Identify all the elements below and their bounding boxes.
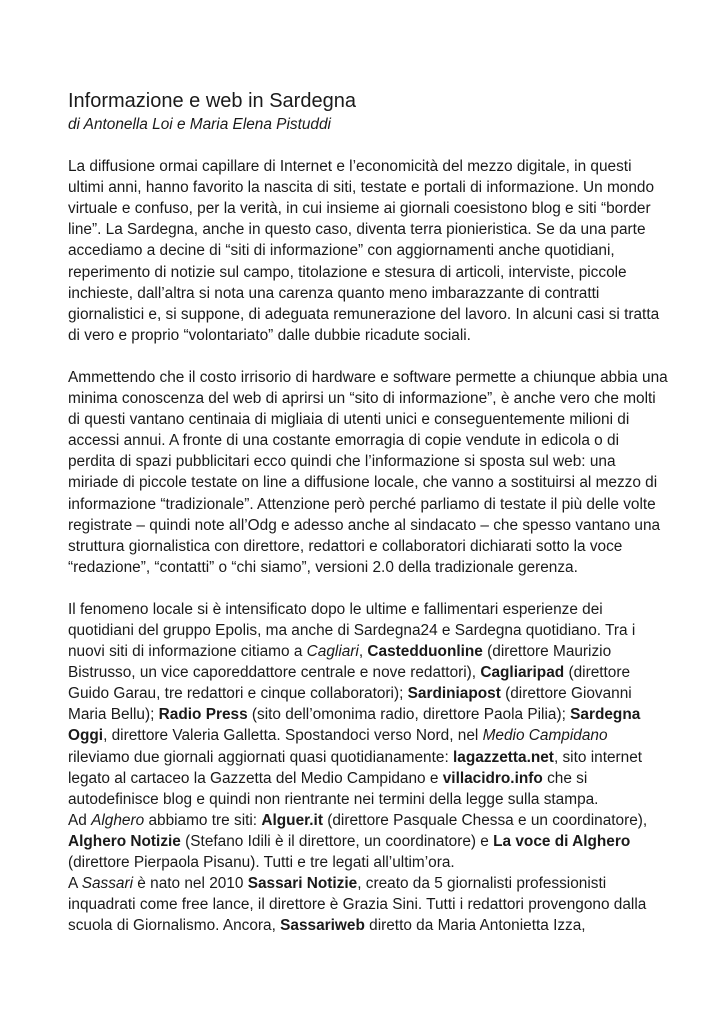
site-sardiniapost: Sardiniapost: [407, 685, 501, 703]
text-span: è nato nel 2010: [133, 875, 248, 893]
text-span: (Stefano Idili è il direttore, un coordinatore) e: [180, 832, 494, 850]
text-span: Ad: [68, 811, 92, 829]
paragraph-sassari: [68, 873, 668, 936]
site-sassariweb: Sassariweb: [280, 917, 365, 935]
site-villacidro: villacidro.info: [442, 769, 543, 787]
text-span: abbiamo tre siti:: [144, 811, 262, 829]
text-span: , direttore Valeria Galletta. Spostandoci verso Nord, nel: [103, 727, 483, 745]
paragraph-local-sites: [68, 599, 668, 810]
site-lagazzetta: lagazzetta.net: [453, 748, 554, 766]
place-cagliari: Cagliari: [306, 643, 359, 661]
paragraph-web-sites: Ammettendo che il costo irrisorio di hardware e software permette a chiunque abbia una minima conoscenza del web di aprirsi un “sito di informazione”, è anche vero che molti di questi vantano centinaia di migliaia di utenti unici e conseguentemente milioni di accessi annui. A fronte di una costante emorragia di copie vendute in edicola o di perdita di spazi pubblicitari ecco quindi che l’informazione si sposta sul web: una miriade di piccole testate on line a diffusione locale, che vanno a sostituirsi al mezzo di informazione “tradizionale”. Attenzione però perché parliamo di testate il più delle volte registrate – quindi note all’Odg e adesso anche al sindacato – che spesso vantano una struttura giornalistica con direttore, redattori e collaboratori dichiarati sotto la voce “redazione”, “contatti” o “chi siamo”, versioni 2.0 della tradizionale gerenza.: [68, 368, 668, 576]
document-title: Informazione e web in Sardegna: [68, 90, 356, 112]
text-span: , sito internet legato al cartaceo la Gazzetta del Medio Campidano e: [68, 748, 643, 787]
paragraph-intro: La diffusione ormai capillare di Internet e l’economicità del mezzo digitale, in questi ultimi anni, hanno favorito la nascita di siti, testate e portali di informazione. Un mondo virtuale e confuso, per la verità, in cui insieme ai giornali coesistono blog e siti “border line”. La Sardegna, anche in questo caso, diventa terra pionieristica. Se da una parte accediamo a decine di “siti di informazione” con aggiornamenti anche quotidiani, reperimento di notizie sul campo, titolazione e stesura di articoli, interviste, piccole inchieste, dall’altra si nota una carenza quanto meno imbarazzante di contratti giornalistici e, si suppone, di adeguata remunerazione del lavoro. In alcuni casi si tratta di vero e proprio “volontariato” dalle dubbie ricadute sociali.: [68, 158, 660, 344]
text-span: (sito dell’omonima radio, direttore Paola Pilia);: [247, 706, 571, 724]
text-span: (direttore Guido Garau, tre redattori e cinque collaboratori);: [68, 664, 631, 703]
site-alghero-notizie: Alghero Notizie: [68, 832, 181, 850]
text-span: (direttore Maurizio Bistrusso, un vice caporeddattore centrale e nove redattori),: [68, 643, 612, 682]
text-span: che si autodefinisce blog e quindi non rientrante nei termini della legge sulla stampa.: [68, 769, 599, 808]
site-cagliaripad: Cagliaripad: [480, 664, 565, 682]
paragraph-alghero: [68, 810, 668, 873]
text-span: Il fenomeno locale si è intensificato dopo le ultime e fallimentari esperienze dei quotidiani del gruppo Epolis, ma anche di Sardegna24 e Sardegna quotidiano. Tra i nuovi siti di informazione citiamo a: [68, 600, 636, 661]
text-span: (direttore Pasquale Chessa e un coordinatore),: [322, 811, 648, 829]
site-radio-press: Radio Press: [158, 706, 248, 724]
site-sardegna-oggi: Sardegna Oggi: [68, 706, 641, 745]
site-sassari-notizie: Sassari Notizie: [247, 875, 358, 893]
document-page: [68, 88, 668, 936]
site-castedduonline: Castedduonline: [367, 643, 483, 661]
text-span: (direttore Pierpaola Pisanu). Tutti e tre legati all’ultim’ora.: [68, 854, 455, 871]
text-span: rileviamo due giornali aggiornati quasi quotidianamente:: [68, 748, 454, 766]
place-medio-campidano: Medio Campidano: [482, 727, 608, 745]
document-byline: di Antonella Loi e Maria Elena Pistuddi: [68, 116, 331, 133]
site-alguer: Alguer.it: [261, 811, 323, 829]
text-span: (direttore Giovanni Maria Bellu);: [68, 685, 632, 724]
text-span: A: [68, 875, 82, 893]
text-span: diretto da Maria Antonietta Izza,: [364, 917, 586, 935]
text-span: , creato da 5 giornalisti professionisti inquadrati come free lance, il direttore è Grazia Sini. Tutti i redattori provengono dalla scuola di Giornalismo. Ancora,: [68, 875, 647, 935]
text-span: ,: [358, 643, 368, 661]
place-sassari: Sassari: [81, 875, 134, 893]
place-alghero: Alghero: [91, 811, 145, 829]
site-la-voce-di-alghero: La voce di Alghero: [493, 832, 631, 850]
